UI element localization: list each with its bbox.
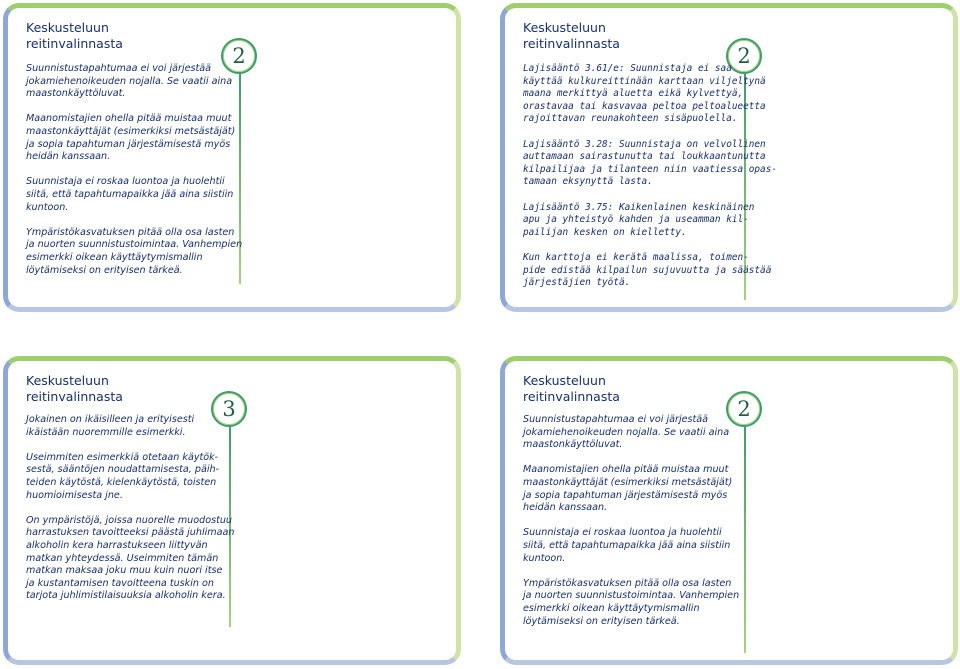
card-paragraph: [26, 452, 234, 502]
discussion-card-4: [500, 356, 958, 665]
card-paragraph: [523, 252, 777, 290]
badge-stem-line: [744, 427, 746, 653]
text-line: orastavaa tai kasvavaa peltoa peltoalueetta: [523, 100, 766, 112]
text-line: Ympäristökasvatuksen pitää olla osa lasten: [523, 577, 732, 589]
card-paragraph: [523, 578, 739, 628]
text-line: Lajisääntö 3.75: Kaikenlainen keskinäinen: [523, 201, 755, 213]
text-line: Suunnistaja ei roskaa luontoa ja huolehtii: [523, 527, 722, 539]
card-body: [26, 63, 242, 290]
card-title-line-2: reitinvalinnasta: [523, 36, 620, 51]
text-line: kuntoon.: [26, 201, 69, 213]
text-line: matkan yhteydessä. Useimmiten tämän: [26, 552, 219, 564]
text-line: ja nuorten suunnistustoimintaa. Vanhempien: [26, 239, 243, 251]
text-line: rajoittavan reunakohteen sisäpuolella.: [523, 113, 738, 125]
card-title: [523, 20, 620, 52]
text-line: pide edistää kilpailun sujuvuutta ja säästää: [523, 264, 772, 276]
text-line: siitä, että tapahtumapaikka jää aina siistiin: [523, 539, 731, 551]
card-paragraph: [523, 63, 777, 126]
text-line: Suunnistaja ei roskaa luontoa ja huolehtii: [26, 176, 225, 188]
card-paragraph: [523, 139, 777, 189]
text-line: Jokainen on ikäisilleen ja erityisesti: [26, 414, 195, 425]
card-paragraph: [26, 227, 242, 277]
text-line: apu ja yhteistyö kahden ja useamman kil-: [523, 214, 749, 226]
card-paragraph: [26, 414, 234, 439]
card-paragraph: [523, 527, 739, 565]
discussion-card-2: [500, 3, 958, 312]
text-line: käyttää kulkureittinään karttaan viljeltynä: [523, 75, 766, 87]
card-title: [26, 373, 123, 405]
text-line: auttamaan sairastunutta tai loukkaantunutta: [523, 151, 766, 163]
card-title-line-2: reitinvalinnasta: [26, 389, 123, 404]
text-line: järjestäjien työtä.: [523, 277, 631, 289]
text-line: löytämiseksi on erityisen tärkeä.: [523, 615, 680, 627]
text-line: teiden käytöstä, kielenkäytöstä, toisten: [26, 476, 217, 488]
text-line: Maanomistajien ohella pitää muistaa muut: [26, 113, 232, 125]
card-title-line-1: Keskusteluun: [26, 20, 109, 35]
text-line: jokamiehenoikeuden nojalla. Se vaatii aina: [523, 426, 730, 438]
text-line: tamaan eksynyttä lasta.: [523, 176, 653, 188]
card-title-line-2: reitinvalinnasta: [523, 389, 620, 404]
text-line: löytämiseksi on erityisen tärkeä.: [26, 264, 183, 276]
text-line: maastonkäyttöluvat.: [26, 88, 126, 100]
text-line: ja sopia tapahtuman järjestämisestä myös: [523, 489, 728, 501]
card-title-line-2: reitinvalinnasta: [26, 36, 123, 51]
text-line: maastonkäyttäjät (esimerkiksi metsästäjät): [523, 476, 733, 488]
text-line: Kun karttoja ei kerätä maalissa, toimen-: [523, 251, 749, 263]
text-line: esimerkki oikean käyttäytymismallin: [523, 602, 700, 614]
text-line: ikäistään nuoremmille esimerkki.: [26, 426, 186, 438]
discussion-card-3: [3, 356, 461, 665]
card-paragraph: [26, 176, 242, 214]
text-line: Suunnistustapahtumaa ei voi järjestää: [523, 414, 709, 425]
text-line: siitä, että tapahtumapaikka jää aina siistiin: [26, 188, 234, 200]
card-paragraph: [26, 113, 242, 163]
text-line: matkan maksaa joku muu kuin nuori itse: [26, 565, 223, 577]
text-line: tarjota juhlimistilaisuuksia alkoholin kera.: [26, 590, 226, 602]
text-line: kilpailijaa ja tilanteen niin vaatiessa opas-: [523, 163, 777, 175]
text-line: maana merkittyä aluetta eikä kylvettyä,: [523, 88, 744, 100]
text-line: Lajisääntö 3.28: Suunnistaja on velvollinen: [523, 138, 766, 150]
card-title-line-1: Keskusteluun: [523, 20, 606, 35]
card-paragraph: [26, 63, 242, 101]
text-line: ja nuorten suunnistustoimintaa. Vanhempien: [523, 590, 740, 602]
card-title-line-1: Keskusteluun: [26, 373, 109, 388]
card-paragraph: [26, 515, 234, 603]
text-line: Lajisääntö 3.61/e: Suunnistaja ei saa: [523, 63, 732, 74]
number-badge: 3: [211, 391, 247, 427]
card-body: [523, 63, 777, 302]
card-title-line-1: Keskusteluun: [523, 373, 606, 388]
card-body: [26, 414, 234, 616]
text-line: kuntoon.: [523, 552, 566, 564]
text-line: ja kustantamisen tavoitteena tuskin on: [26, 577, 214, 589]
text-line: heidän kanssaan.: [523, 502, 608, 514]
text-line: heidän kanssaan.: [26, 151, 111, 163]
text-line: Maanomistajien ohella pitää muistaa muut: [523, 464, 729, 476]
text-line: pailijan kesken on kielletty.: [523, 226, 687, 238]
text-line: jokamiehenoikeuden nojalla. Se vaatii aina: [26, 75, 233, 87]
number-badge: 2: [726, 391, 762, 427]
number-badge: 2: [221, 38, 257, 74]
text-line: Useimmiten esimerkkiä otetaan käytök-: [26, 451, 219, 463]
text-line: esimerkki oikean käyttäytymismallin: [26, 251, 203, 263]
discussion-card-1: [3, 3, 461, 312]
number-badge: 2: [726, 38, 762, 74]
text-line: maastonkäyttöluvat.: [523, 439, 623, 451]
card-paragraph: [523, 202, 777, 240]
card-paragraph: [523, 464, 739, 514]
text-line: harrastuksen tavoitteeksi päästä juhlimaan: [26, 527, 235, 539]
text-line: alkoholin kera harrastukseen liittyvän: [26, 539, 208, 551]
text-line: Ympäristökasvatuksen pitää olla osa lasten: [26, 226, 235, 238]
text-line: maastonkäyttäjät (esimerkiksi metsästäjät): [26, 125, 236, 137]
card-body: [523, 414, 739, 641]
card-title: [26, 20, 123, 52]
text-line: Suunnistustapahtumaa ei voi järjestää: [26, 63, 212, 74]
card-paragraph: [523, 414, 739, 452]
text-line: sestä, sääntöjen noudattamisesta, päih-: [26, 464, 220, 476]
card-title: [523, 373, 620, 405]
text-line: ja sopia tapahtuman järjestämisestä myös: [26, 138, 231, 150]
text-line: On ympäristöjä, joissa nuorelle muodostuu: [26, 514, 233, 526]
text-line: huomioimisesta jne.: [26, 489, 123, 501]
